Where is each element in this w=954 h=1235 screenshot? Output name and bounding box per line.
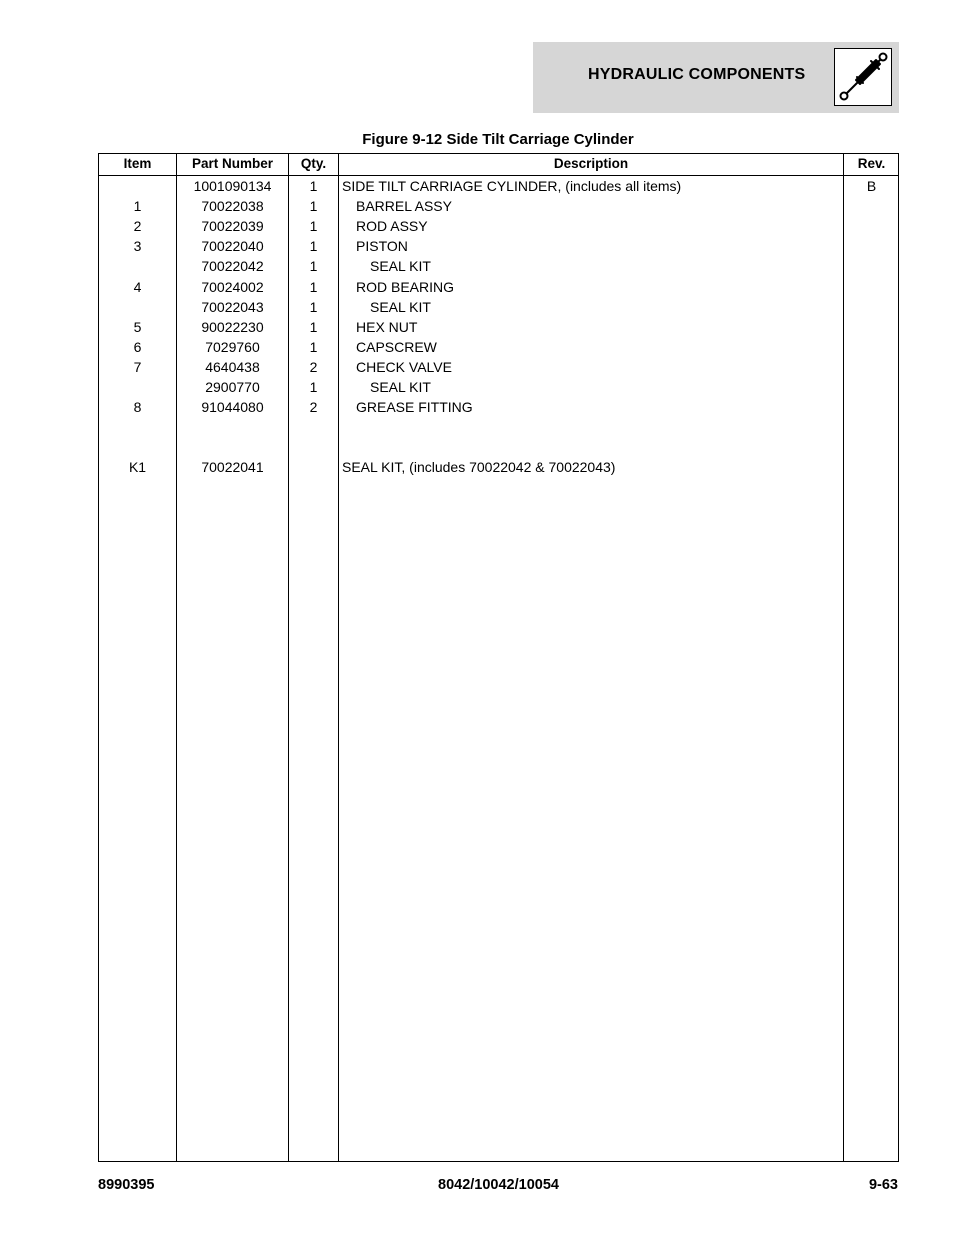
qty-cell: 1 [309, 258, 318, 275]
section-title: HYDRAULIC COMPONENTS [588, 66, 806, 83]
table-row [99, 256, 898, 276]
item-cell: 2 [133, 218, 142, 235]
hydraulic-cylinder-icon [834, 48, 892, 106]
table-row [99, 397, 898, 417]
part-number-cell: 70022038 [201, 198, 264, 215]
column-header-item: Item [123, 156, 152, 171]
part-number-cell: 1001090134 [193, 178, 272, 194]
item-cell: 4 [133, 278, 142, 295]
table-row [99, 236, 898, 256]
part-number-cell: 70022039 [201, 218, 264, 235]
parts-table [98, 153, 899, 1162]
part-number-cell: 70022042 [201, 258, 264, 275]
qty-cell: 1 [309, 238, 318, 255]
table-row [99, 357, 898, 377]
section-header [533, 42, 899, 113]
table-row [99, 216, 898, 236]
table-row [99, 196, 898, 216]
qty-cell: 2 [309, 399, 318, 416]
qty-cell: 1 [309, 298, 318, 315]
item-cell: 5 [133, 318, 142, 335]
description-cell: SEAL KIT [370, 258, 431, 275]
footer-document-number: 8990395 [98, 1177, 155, 1193]
description-cell: CAPSCREW [356, 338, 437, 355]
item-cell: 7 [133, 358, 142, 375]
item-cell: 6 [133, 338, 142, 355]
description-cell: SEAL KIT [370, 379, 431, 395]
part-number-cell: 91044080 [201, 399, 264, 416]
qty-cell: 1 [309, 218, 318, 235]
table-row [99, 377, 898, 397]
description-cell: CHECK VALVE [356, 358, 452, 375]
figure-title: Figure 9-12 Side Tilt Carriage Cylinder [362, 131, 634, 148]
footer-model-numbers: 8042/10042/10054 [438, 1177, 559, 1193]
item-cell: 3 [133, 238, 142, 255]
part-number-cell: 70022043 [201, 298, 264, 315]
part-number-cell: 4640438 [205, 358, 260, 375]
qty-cell: 1 [309, 379, 318, 395]
table-row [99, 337, 898, 357]
column-header-part-number: Part Number [191, 156, 274, 171]
description-cell: HEX NUT [356, 318, 418, 335]
description-cell: SEAL KIT, (includes 70022042 & 70022043) [342, 459, 616, 476]
description-cell: PISTON [356, 238, 408, 255]
table-row [99, 417, 898, 437]
qty-cell: 1 [309, 318, 318, 335]
part-number-cell: 90022230 [201, 318, 264, 335]
column-header-description: Description [553, 156, 629, 171]
footer-page-number: 9-63 [868, 1177, 898, 1193]
description-cell: ROD ASSY [356, 218, 428, 235]
item-cell: K1 [128, 459, 147, 476]
rev-cell: B [866, 178, 877, 194]
column-header-rev: Rev. [857, 156, 886, 171]
description-cell: SEAL KIT [370, 298, 431, 315]
qty-cell: 2 [309, 358, 318, 375]
table-row [99, 317, 898, 337]
part-number-cell: 70024002 [201, 278, 264, 295]
table-row [99, 437, 898, 457]
table-row [99, 297, 898, 317]
qty-cell: 1 [309, 278, 318, 295]
part-number-cell: 2900770 [205, 379, 260, 395]
table-row [99, 457, 898, 477]
description-cell: BARREL ASSY [356, 198, 452, 215]
description-cell: ROD BEARING [356, 278, 455, 295]
table-row [99, 277, 898, 297]
description-cell: GREASE FITTING [356, 399, 473, 416]
part-number-cell: 70022040 [201, 238, 264, 255]
description-cell: SIDE TILT CARRIAGE CYLINDER, (includes all items) [342, 178, 682, 194]
column-header-qty: Qty. [300, 156, 327, 171]
part-number-cell: 7029760 [205, 338, 260, 355]
part-number-cell: 70022041 [201, 459, 264, 476]
qty-cell: 1 [309, 198, 318, 215]
item-cell: 8 [133, 399, 142, 416]
table-row [99, 176, 898, 196]
qty-cell: 1 [309, 338, 318, 355]
item-cell: 1 [133, 198, 142, 215]
qty-cell: 1 [309, 178, 318, 194]
